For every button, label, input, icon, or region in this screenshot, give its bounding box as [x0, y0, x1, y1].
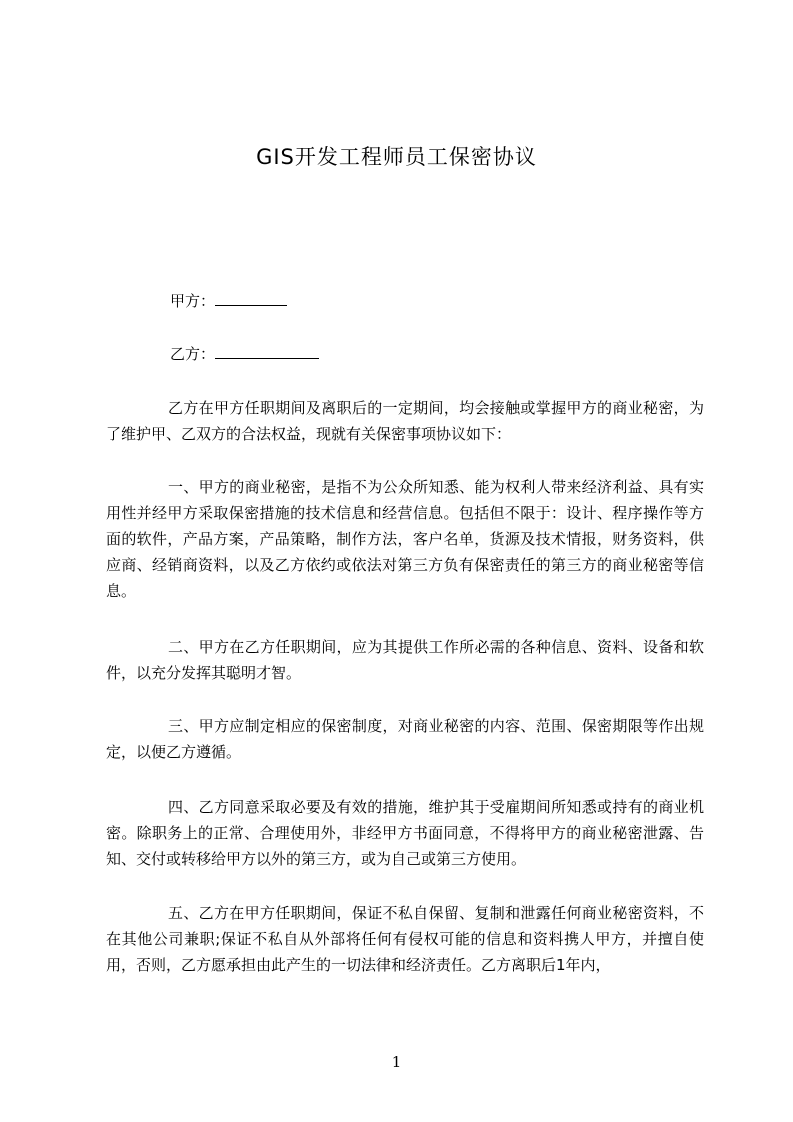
intro-paragraph: 乙方在甲方任职期间及离职后的一定期间，均会接触或掌握甲方的商业秘密，为了维护甲、乙双方的合法权益，现就有关保密事项协议如下： [106, 399, 704, 443]
page-number: 1 [391, 1053, 402, 1071]
clause-4-paragraph: 四、乙方同意采取必要及有效的措施，维护其于受雇期间所知悉或持有的商业机密。除职务上的正常、合理使用外，非经甲方书面同意，不得将甲方的商业秘密泄露、告知、交付或转移给甲方以外的第三方，或为自己或第三方使用。 [106, 798, 704, 868]
party-a-label: 甲方： [170, 292, 216, 310]
document-title: GIS开发工程师员工保密协议 [256, 145, 537, 169]
clause-5-paragraph: 五、乙方在甲方任职期间，保证不私自保留、复制和泄露任何商业秘密资料，不在其他公司兼职;保证不私自从外部将任何有侵权可能的信息和资料携人甲方，并擅自使用，否则，乙方愿承担由此产生的一切法律和经济责任。乙方离职后1年内， [106, 904, 704, 974]
party-b-label: 乙方： [170, 345, 216, 363]
party-b-blank [215, 344, 319, 359]
clause-3-paragraph: 三、甲方应制定相应的保密制度，对商业秘密的内容、范围、保密期限等作出规定，以便乙方遵循。 [106, 717, 704, 761]
party-a-line [170, 290, 287, 312]
clause-2-paragraph: 二、甲方在乙方任职期间，应为其提供工作所必需的各种信息、资料、设备和软件，以充分发挥其聪明才智。 [106, 638, 704, 682]
party-a-blank [215, 291, 287, 306]
party-b-line [170, 343, 319, 365]
clause-1-paragraph: 一、甲方的商业秘密，是指不为公众所知悉、能为权利人带来经济利益、具有实用性并经甲方采取保密措施的技术信息和经营信息。包括但不限于：设计、程序操作等方面的软件，产品方案，产品策略，制作方法，客户名单，货源及技术情报，财务资料，供应商、经销商资料，以及乙方依约或依法对第三方负有保密责任的第三方的商业秘密等信息。 [106, 478, 704, 600]
